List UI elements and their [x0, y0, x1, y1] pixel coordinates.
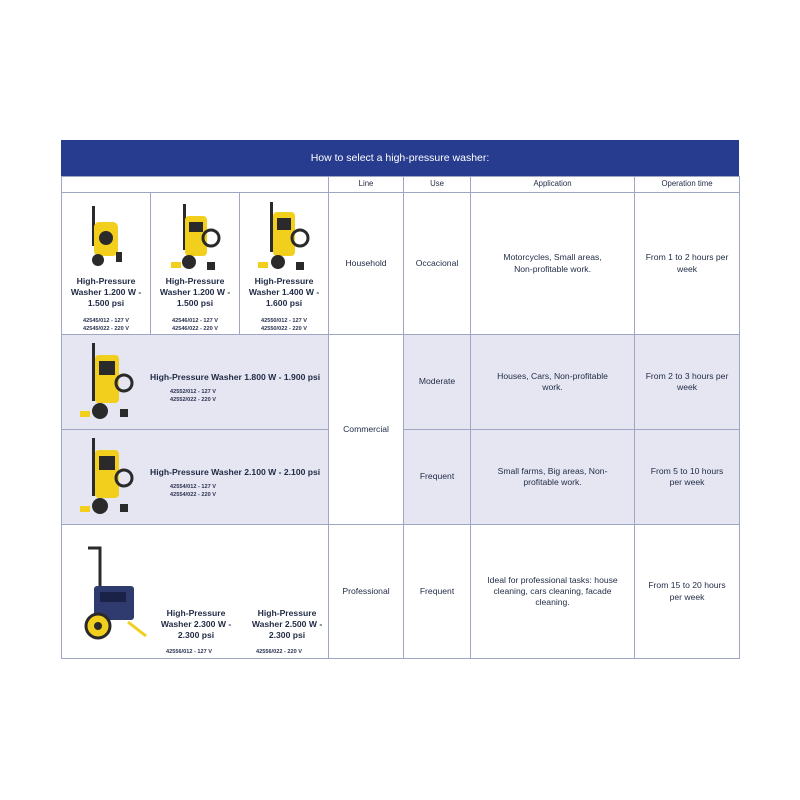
product-code: 42546/022 - 220 V — [171, 325, 219, 332]
column-header-operation-time: Operation time — [635, 177, 740, 193]
washer-selection-table — [61, 176, 740, 659]
professional-pressure-washer-image — [70, 544, 150, 644]
column-header-use: Use — [404, 177, 471, 193]
use-professional: Frequent — [404, 525, 471, 659]
product-code: 42550/022 - 220 V — [260, 325, 308, 332]
time-professional: From 15 to 20 hours per week — [635, 525, 740, 659]
product-code: 42545/012 - 127 V — [82, 318, 130, 325]
product-title: High-Pressure Washer 1.800 W - 1.900 psi — [150, 371, 321, 382]
product-title: High-Pressure Washer 1.200 W - 1.500 psi — [159, 275, 231, 309]
product-cell — [62, 430, 329, 525]
pressure-washer-image — [256, 200, 312, 274]
time-commercial-frequent: From 5 to 10 hours per week — [635, 430, 740, 525]
product-code: 42556/012 - 127 V — [166, 648, 213, 655]
product-code: 42554/022 - 220 V — [170, 491, 217, 498]
product-code: 42545/022 - 220 V — [82, 325, 130, 332]
product-title: High-Pressure Washer 2.300 W - 2.300 psi — [160, 607, 232, 640]
product-title: High-Pressure Washer 2.100 W - 2.100 psi — [150, 466, 321, 477]
product-title: High-Pressure Washer 1.400 W - 1.600 psi — [248, 275, 320, 309]
product-cell — [62, 525, 329, 659]
product-code: 42556/022 - 220 V — [256, 648, 303, 655]
header-title: How to select a high-pressure washer: — [310, 152, 490, 164]
time-household: From 1 to 2 hours per week — [635, 193, 740, 335]
use-commercial-frequent: Frequent — [404, 430, 471, 525]
products-column-header — [62, 177, 329, 193]
use-commercial-moderate: Moderate — [404, 335, 471, 430]
application-commercial-frequent: Small farms, Big areas, Non-profitable work. — [471, 430, 635, 525]
pressure-washer-image — [167, 202, 223, 274]
product-cell — [62, 335, 329, 430]
pressure-washer-image — [78, 436, 136, 518]
pressure-washer-image — [86, 204, 126, 272]
application-commercial-moderate: Houses, Cars, Non-profitable work. — [471, 335, 635, 430]
product-code: 42552/012 - 127 V — [170, 389, 217, 396]
product-code: 42550/012 - 127 V — [260, 318, 308, 325]
line-professional: Professional — [329, 525, 404, 659]
product-cell — [62, 193, 151, 335]
product-cell — [240, 193, 329, 335]
table-header-banner — [61, 140, 739, 176]
product-title: High-Pressure Washer 2.500 W - 2.300 psi — [251, 607, 323, 640]
application-professional: Ideal for professional tasks: house cleaning, cars cleaning, facade cleaning. — [471, 525, 635, 659]
pressure-washer-image — [78, 341, 136, 423]
line-household: Household — [329, 193, 404, 335]
product-code: 42546/012 - 127 V — [171, 318, 219, 325]
column-header-line: Line — [329, 177, 404, 193]
time-commercial-moderate: From 2 to 3 hours per week — [635, 335, 740, 430]
column-header-application: Application — [471, 177, 635, 193]
application-household: Motorcycles, Small areas, Non-profitable work. — [471, 193, 635, 335]
product-code: 42554/012 - 127 V — [170, 484, 217, 491]
line-commercial: Commercial — [329, 335, 404, 525]
use-household: Occacional — [404, 193, 471, 335]
product-cell — [151, 193, 240, 335]
product-code: 42552/022 - 220 V — [170, 396, 217, 403]
product-title: High-Pressure Washer 1.200 W - 1.500 psi — [70, 275, 142, 309]
